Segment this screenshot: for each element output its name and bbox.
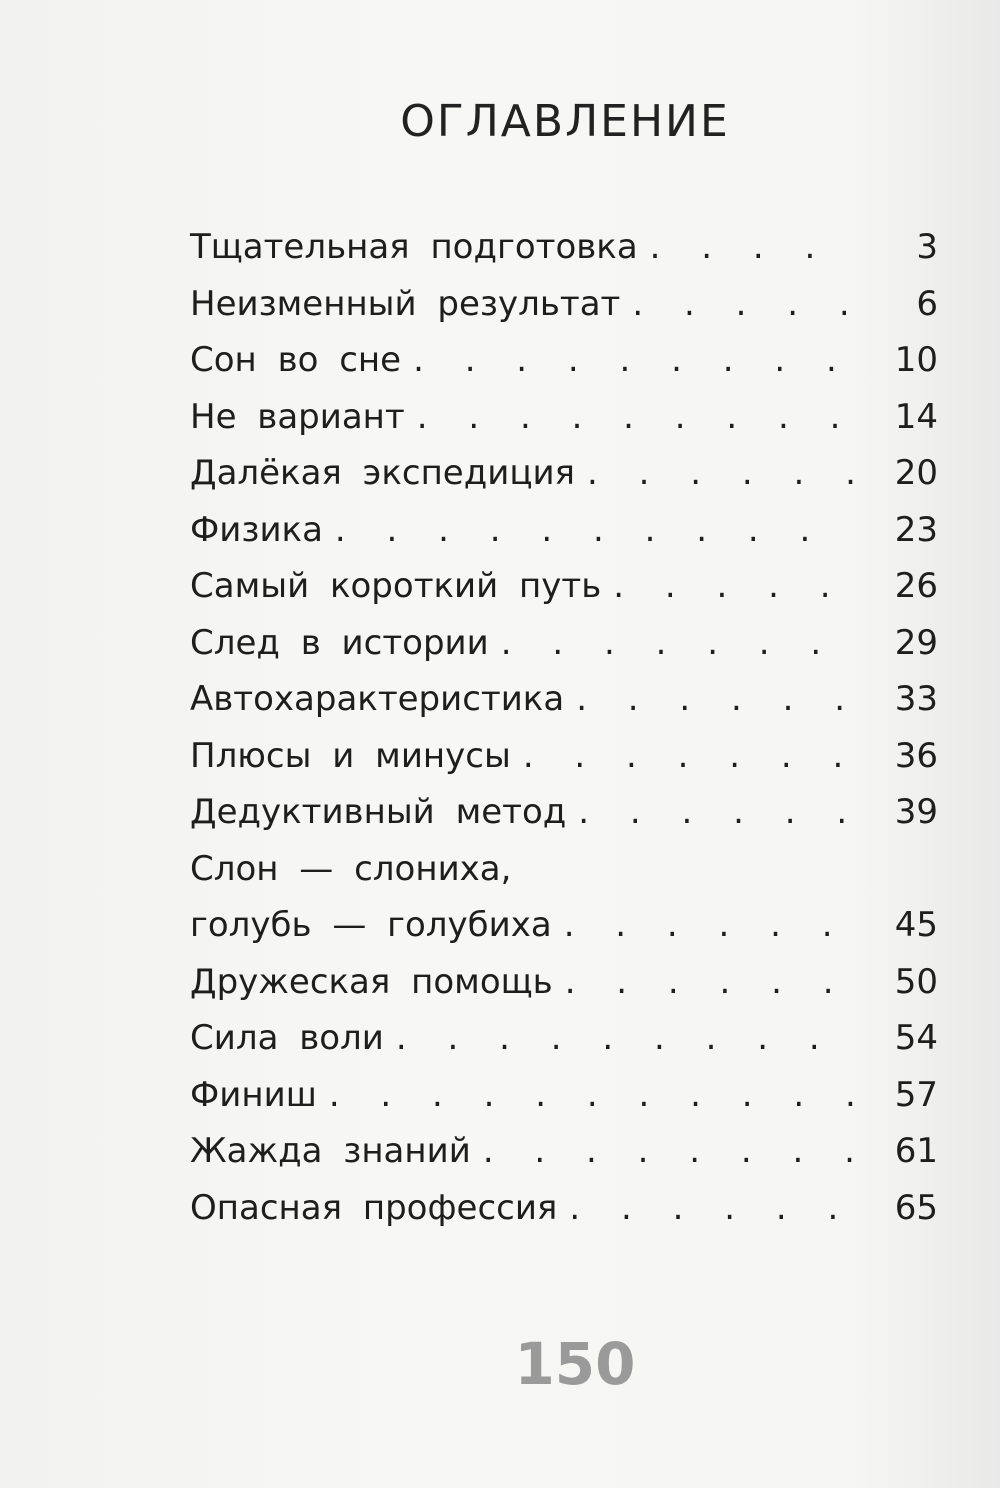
toc-entry [190,784,938,841]
toc-entry [190,897,938,954]
toc-entry-title: Сила воли [190,1018,384,1058]
page-number: 150 [514,1330,636,1398]
toc-leader-dots [564,897,854,953]
toc-entry-title: Сон во сне [190,340,402,380]
toc-entry-page: 26 [894,566,938,606]
toc-entry [190,1010,938,1067]
toc-entry-page: 20 [894,453,938,493]
toc-entry [190,276,938,333]
toc-entry-page: 54 [894,1018,938,1058]
toc-entry [190,615,938,672]
toc-entry [190,1067,938,1124]
toc-entry [190,841,938,898]
toc-entry-page: 23 [894,509,938,550]
toc-leader-dots [565,954,854,1010]
toc-entry-page: 57 [894,1074,938,1115]
toc-entry-page: 65 [894,1187,938,1228]
toc-leader-dots [632,276,854,332]
toc-leader-dots [335,502,854,558]
toc-leader-dots [501,615,854,671]
toc-entry [190,219,938,276]
toc-leader-dots [483,1123,854,1179]
toc-leader-dots [396,1010,854,1066]
toc-entry-title: Дружеская помощь [190,961,553,1002]
toc-entry-page: 3 [916,227,938,267]
toc-entry-title: Не вариант [190,396,405,437]
toc-leader-dots [587,445,854,501]
toc-entry-title: Жажда знаний [190,1131,471,1171]
toc-entry-title: Физика [190,509,323,550]
toc-entry [190,389,938,446]
toc-entry-page: 50 [894,961,938,1002]
toc-leader-dots [578,784,854,840]
toc-entry-page: 39 [894,792,938,832]
toc-entry-title: Дедуктивный метод [190,792,567,832]
toc-entry [190,1180,938,1237]
toc-entry-title: Неизменный результат [190,283,621,324]
toc-leader-dots [417,389,854,445]
toc-entry-page: 10 [894,340,938,380]
toc-entry-title: Плюсы и минусы [190,735,511,776]
toc-entry [190,332,938,389]
table-of-contents [190,219,938,1236]
toc-entry-title: Самый короткий путь [190,566,602,606]
toc-entry-title: След в истории [190,622,489,663]
toc-entry-title: голубь — голубиха [190,905,552,945]
toc-entry-title: Финиш [190,1074,317,1115]
toc-entry-page: 29 [894,622,938,663]
toc-leader-dots [413,332,854,388]
toc-entry [190,728,938,785]
toc-leader-dots [613,558,854,614]
toc-heading: ОГЛАВЛЕНИЕ [400,96,730,147]
toc-entry [190,1123,938,1180]
toc-entry-page: 36 [894,735,938,776]
toc-entry-page: 61 [894,1131,938,1171]
toc-entry [190,558,938,615]
toc-entry-title: Далёкая экспедиция [190,453,576,493]
toc-entry [190,502,938,559]
toc-entry [190,445,938,502]
toc-entry-title: Опасная профессия [190,1187,558,1228]
toc-leader-dots [576,671,854,727]
toc-leader-dots [650,219,854,275]
toc-entry-title: Автохарактеристика [190,679,565,719]
toc-entry-page: 45 [894,905,938,945]
toc-entry [190,954,938,1011]
toc-entry-title: Тщательная подготовка [190,227,638,267]
toc-leader-dots [569,1180,854,1236]
toc-entry-title: Слон — слониха, [190,848,512,889]
toc-leader-dots [523,728,854,784]
toc-entry [190,671,938,728]
toc-entry-page: 33 [894,679,938,719]
toc-entry-page: 6 [916,283,938,324]
toc-leader-dots [329,1067,854,1123]
toc-entry-page: 14 [894,396,938,437]
